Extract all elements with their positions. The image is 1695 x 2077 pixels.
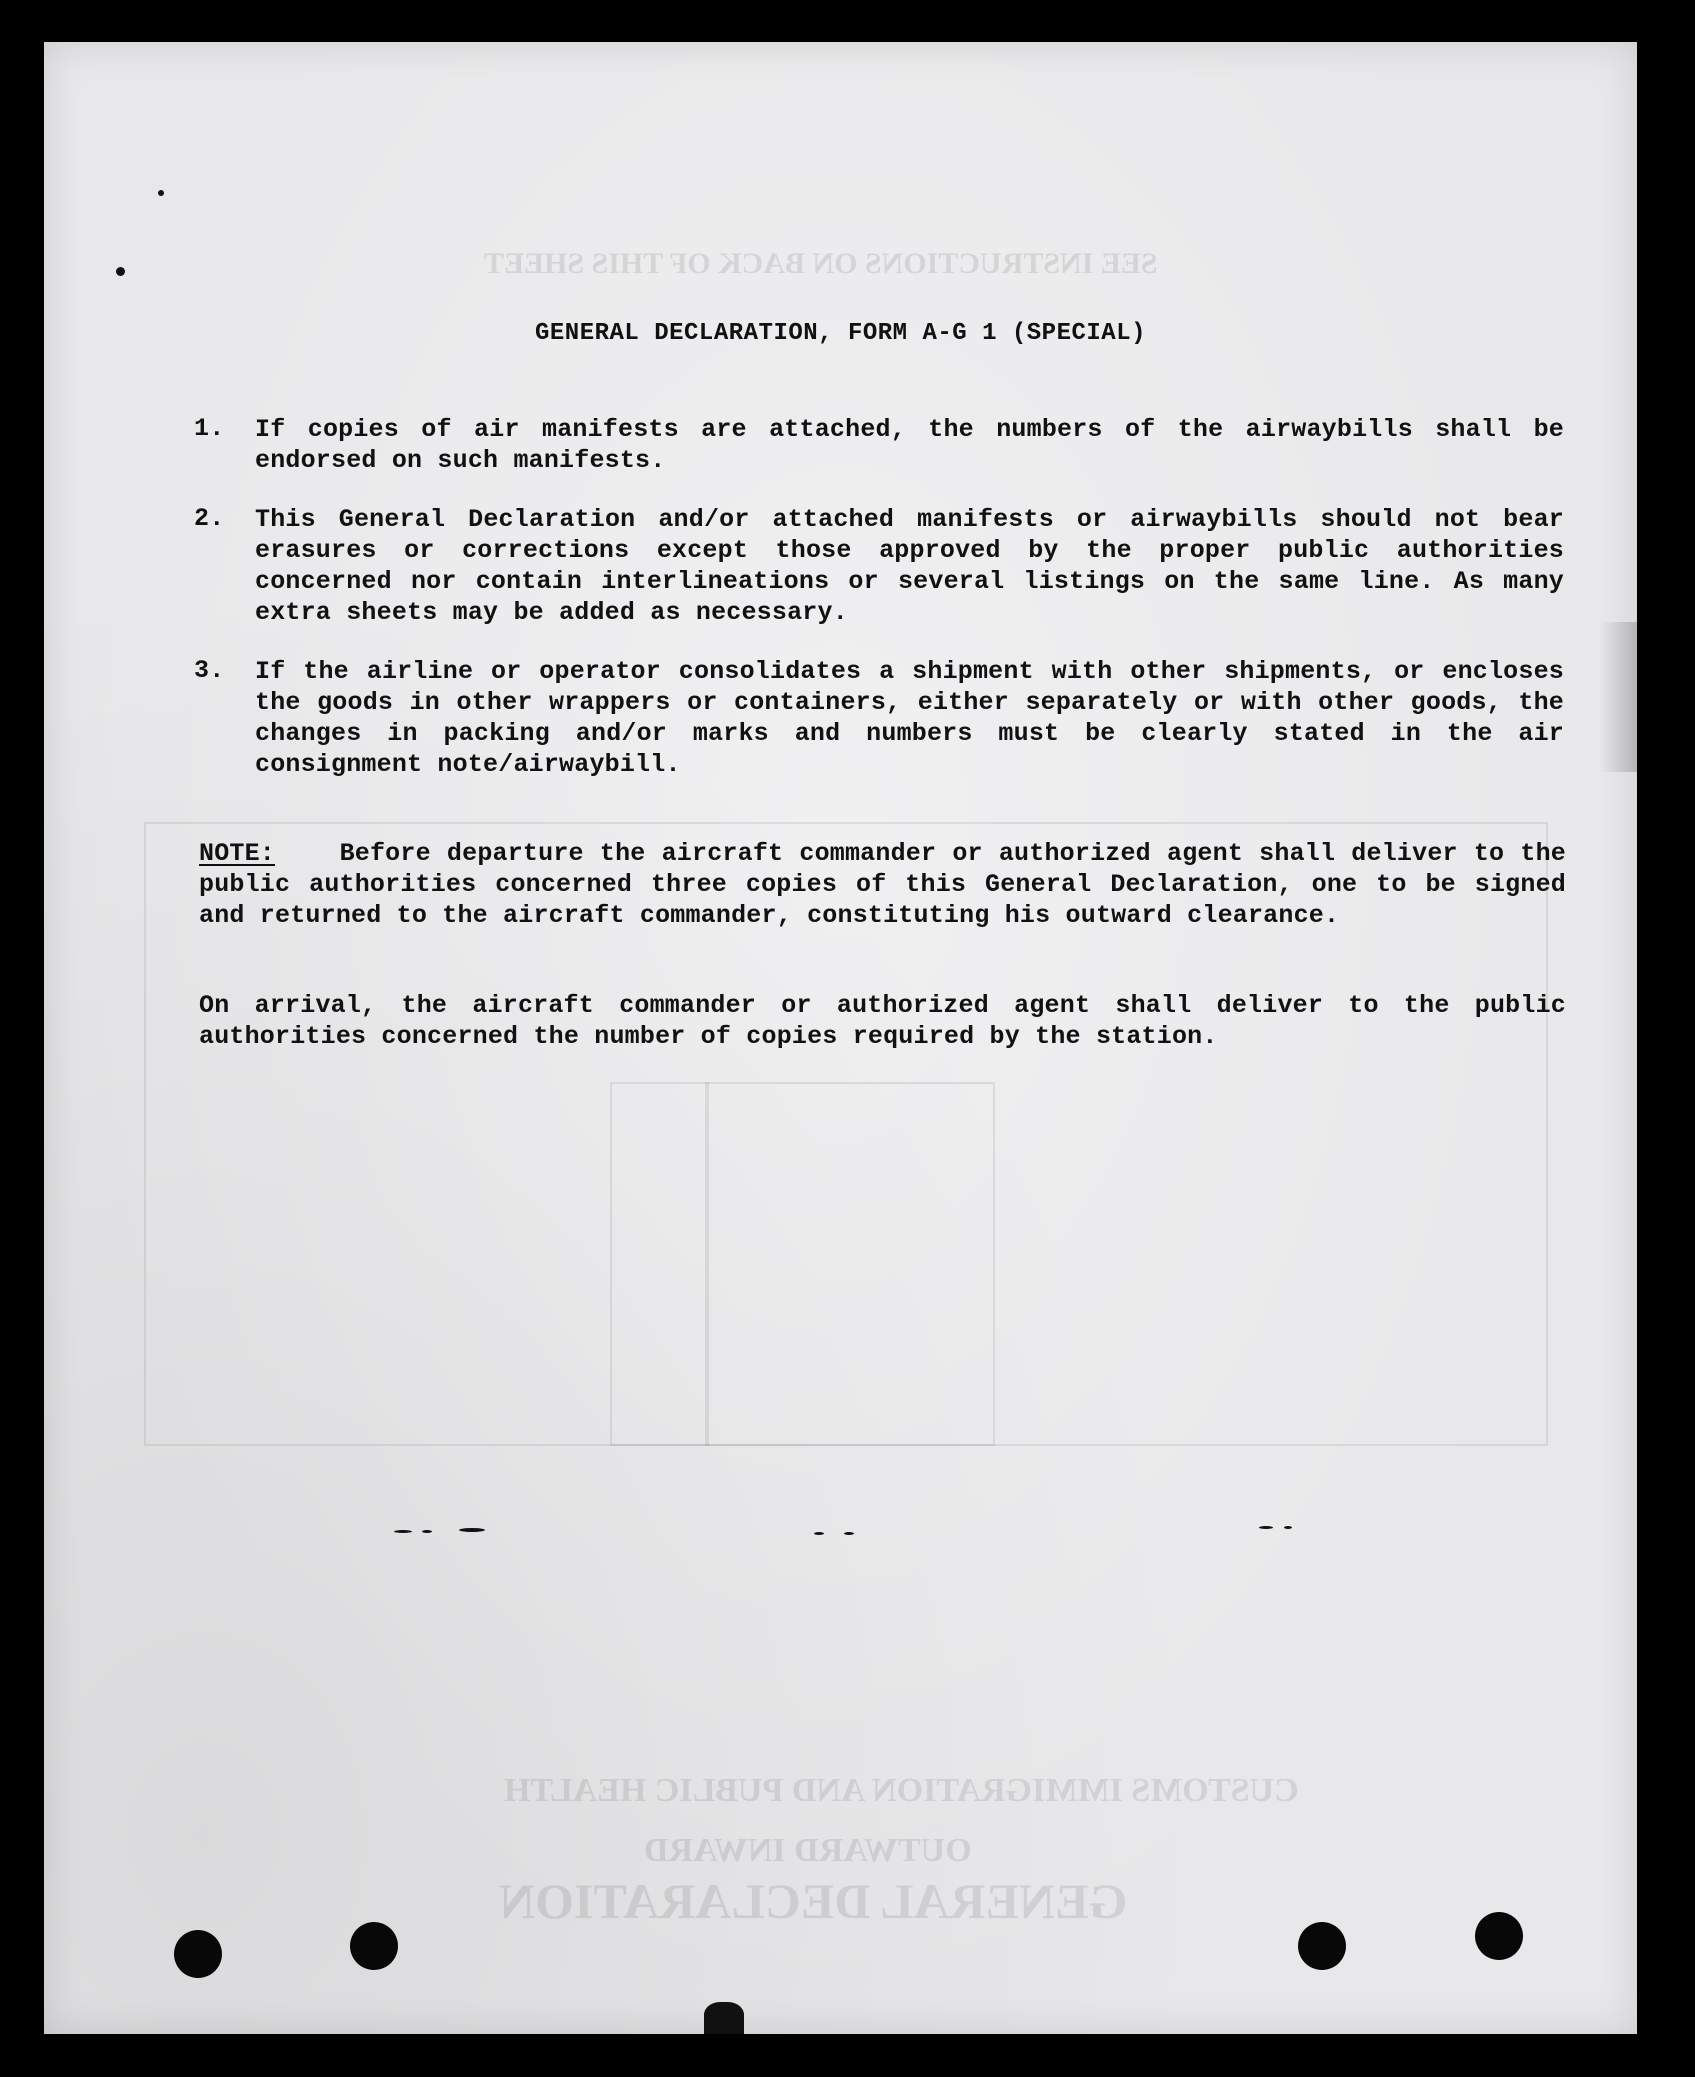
page-tear: [1599, 622, 1637, 772]
speck: [704, 2002, 744, 2034]
speck: [1284, 1526, 1292, 1529]
instruction-item: [194, 414, 1564, 476]
show-through-column: [705, 1082, 995, 1446]
show-through-line: OUTWARD INWARD: [644, 1832, 972, 1869]
instruction-item: [194, 656, 1564, 780]
show-through-column: [610, 1082, 709, 1446]
arrival-paragraph: On arrival, the aircraft commander or authorized agent shall deliver to the public authorities concerned the number of copies required by the station.: [199, 991, 1566, 1051]
binder-hole: [350, 1922, 398, 1970]
speck: [422, 1530, 432, 1533]
item-text: This General Declaration and/or attached manifests or airwaybills should not bear erasures or corrections except those approved by the proper public authorities concerned nor contain interlineations or several listings on the same line. As many extra sheets may be added as necessary.: [255, 505, 1564, 627]
speck: [844, 1532, 854, 1535]
item-number: 2.: [194, 504, 225, 533]
show-through-line: GENERAL DECLARATION: [499, 1873, 1128, 1929]
show-through-line: SEE INSTRUCTIONS ON BACK OF THIS SHEET: [484, 247, 1158, 280]
note-text: Before departure the aircraft commander or authorized agent shall deliver to the public authorities concerned three copies of this General Declaration, one to be signed and returned to the aircraft commander, constituting his outward clearance.: [199, 839, 1567, 930]
speck: [394, 1530, 412, 1533]
item-text: If the airline or operator consolidates a shipment with other shipments, or encloses the goods in other wrappers or containers, either separately or with other goods, the changes in packing and/or marks and numbers must be clearly stated in the air consignment note/airwaybill.: [255, 657, 1564, 779]
document-page: [44, 42, 1637, 2034]
show-through-line: CUSTOMS IMMIGRATION AND PUBLIC HEALTH: [504, 1772, 1299, 1809]
note-label: NOTE:: [199, 839, 276, 868]
speck: [1259, 1526, 1273, 1529]
binder-hole: [1298, 1922, 1346, 1970]
item-number: 3.: [194, 656, 225, 685]
speck: [116, 267, 125, 276]
page-title: GENERAL DECLARATION, FORM A-G 1 (SPECIAL): [535, 320, 1146, 347]
binder-hole: [174, 1930, 222, 1978]
speck: [814, 1532, 824, 1535]
item-number: 1.: [194, 414, 225, 443]
speck: [459, 1528, 485, 1532]
note-paragraph: [199, 838, 1566, 931]
instruction-item: [194, 504, 1564, 628]
item-text: If copies of air manifests are attached, the numbers of the airwaybills shall be endorsed on such manifests.: [255, 415, 1564, 475]
speck: [158, 190, 164, 196]
binder-hole: [1475, 1912, 1523, 1960]
